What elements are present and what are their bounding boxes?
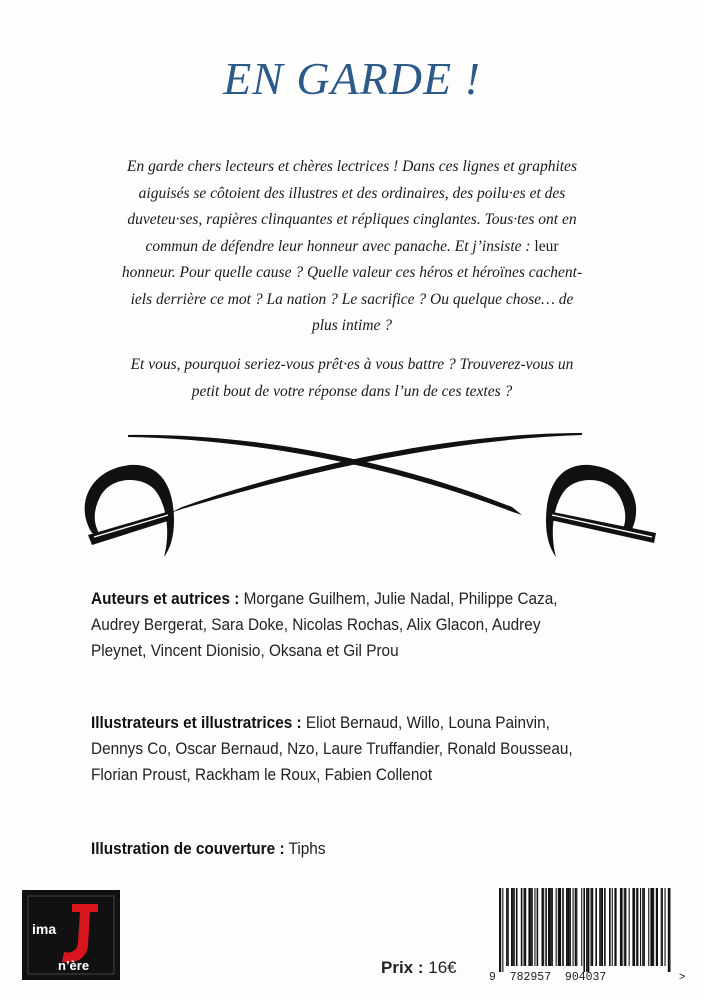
book-title: EN GARDE ! — [223, 53, 481, 104]
barcode-bar — [506, 888, 507, 966]
right-sword-blade — [170, 433, 582, 513]
barcode-bar — [545, 888, 547, 966]
barcode-bar — [621, 888, 623, 966]
barcode-bar — [534, 888, 535, 966]
barcode-digits: 9 782957 904037 — [489, 971, 607, 984]
barcode-bar — [552, 888, 553, 966]
barcode-bar — [662, 888, 663, 966]
barcode-bar — [624, 888, 625, 966]
barcode-bar — [665, 888, 666, 966]
blurb-text-1a: En garde chers lecteurs et chères lectrices ! Dans ces lignes et graphites aiguisés se côtoient des illustres et des ordinaires, des poilu·es et des duveteu·ses, rapières clinquantes et répliques cinglantes. Tous·tes ont en commun de défendre leur honneur avec panache. Et j’insiste : — [127, 158, 577, 255]
barcode-bar — [668, 888, 670, 972]
barcode-bar — [511, 888, 512, 966]
barcode-bar — [669, 888, 670, 972]
barcode-arrow: > — [679, 971, 686, 983]
barcode-bar — [531, 888, 532, 966]
price-label: Prix : — [381, 958, 424, 977]
barcode-bar — [612, 888, 613, 966]
barcode-bar — [575, 888, 577, 966]
barcode-bar — [550, 888, 552, 966]
authors-label: Auteurs et autrices : — [91, 590, 240, 608]
crossed-swords-illustration — [70, 425, 670, 565]
barcode-bar — [616, 888, 617, 966]
price — [381, 958, 457, 978]
barcode-bar — [514, 888, 515, 966]
barcode-bar — [636, 888, 638, 966]
barcode — [489, 886, 689, 984]
authors-list: Morgane Guilhem, Julie Nadal, Philippe Caza, Audrey Bergerat, Sara Doke, Nicolas Rochas, Alix Glacon, Audrey Pleynet, Vincent Dionisio, Oksana et Gil Prou — [91, 590, 558, 660]
barcode-bar — [604, 888, 606, 966]
cover-label: Illustration de couverture : — [91, 840, 285, 858]
cover-artist: Tiphs — [284, 840, 326, 858]
price-value: 16€ — [423, 958, 457, 977]
barcode-bar — [653, 888, 654, 966]
barcode-bar — [512, 888, 514, 966]
blurb-emphasis: leur — [534, 237, 559, 255]
barcode-bar — [609, 888, 611, 966]
barcode-bar — [566, 888, 568, 966]
left-sword-blade — [128, 435, 522, 515]
barcode-bar — [581, 888, 582, 966]
logo-top-text: ima — [32, 921, 57, 937]
publisher-logo — [22, 890, 120, 980]
barcode-bar — [583, 888, 585, 972]
right-sword-guard — [546, 465, 636, 557]
barcode-bar — [532, 888, 533, 966]
barcode-bar — [562, 888, 564, 966]
barcode-bar — [568, 888, 570, 966]
right-sword-grip — [546, 511, 656, 543]
barcode-bar — [591, 888, 592, 966]
barcode-bars — [499, 888, 671, 972]
left-sword-grip — [88, 511, 174, 545]
barcode-bar — [602, 888, 603, 966]
barcode-bar — [592, 888, 594, 966]
barcode-bar — [661, 888, 662, 966]
barcode-bar — [650, 888, 652, 966]
barcode-bar — [656, 888, 658, 966]
barcode-bar — [548, 888, 550, 966]
barcode-bar — [516, 888, 518, 966]
barcode-bar — [620, 888, 621, 966]
cover-credits — [91, 836, 593, 862]
barcode-bar — [600, 888, 602, 966]
barcode-bar — [524, 888, 525, 966]
barcode-bar — [634, 888, 636, 966]
logo-bottom-text: n’ère — [58, 958, 90, 973]
barcode-bar — [556, 888, 557, 966]
barcode-bar — [586, 888, 587, 972]
barcode-bar — [543, 888, 544, 966]
barcode-bar — [528, 888, 530, 966]
blurb-paragraph-1 — [120, 154, 584, 340]
illustrators-credits — [91, 710, 593, 788]
barcode-bar — [642, 888, 644, 966]
barcode-bar — [570, 888, 571, 966]
barcode-bar — [595, 888, 597, 966]
barcode-bar — [632, 888, 633, 966]
barcode-bar — [573, 888, 574, 966]
barcode-bar — [644, 888, 645, 966]
barcode-bar — [502, 888, 503, 972]
barcode-bar — [625, 888, 627, 966]
blurb-text-1b: honneur. Pour quelle cause ? Quelle valeur ces héros et héroïnes cachent-iels derrière ce mot ? La nation ? Le sacrifice ? Ou quelque chose… de plus intime ? — [121, 264, 583, 334]
barcode-bar — [507, 888, 509, 966]
barcode-bar — [521, 888, 523, 966]
authors-credits — [91, 586, 593, 664]
illustrators-label: Illustrateurs et illustratrices : — [91, 714, 302, 732]
barcode-bar — [652, 888, 653, 966]
barcode-bar — [499, 888, 501, 972]
barcode-bar — [629, 888, 630, 966]
barcode-bar — [576, 888, 577, 966]
barcode-bar — [648, 888, 649, 966]
barcode-bar — [542, 888, 544, 966]
barcode-bar — [537, 888, 539, 966]
left-sword-guard — [85, 465, 174, 557]
barcode-bar — [640, 888, 641, 966]
barcode-bar — [614, 888, 615, 966]
illustrators-list: Eliot Bernaud, Willo, Louna Painvin, Dennys Co, Oscar Bernaud, Nzo, Laure Truffandier, Ronald Bousseau, Florian Proust, Rackham le Roux, Fabien Collenot — [91, 714, 573, 784]
barcode-bar — [599, 888, 600, 966]
barcode-bar — [558, 888, 560, 966]
barcode-bar — [560, 888, 561, 966]
blurb-paragraph-2: Et vous, pourquoi seriez-vous prêt·es à vous battre ? Trouverez-vous un petit bout de votre réponse dans l’un de ces textes ? — [130, 356, 574, 400]
barcode-bar — [587, 888, 589, 972]
barcode-bar — [525, 888, 527, 966]
